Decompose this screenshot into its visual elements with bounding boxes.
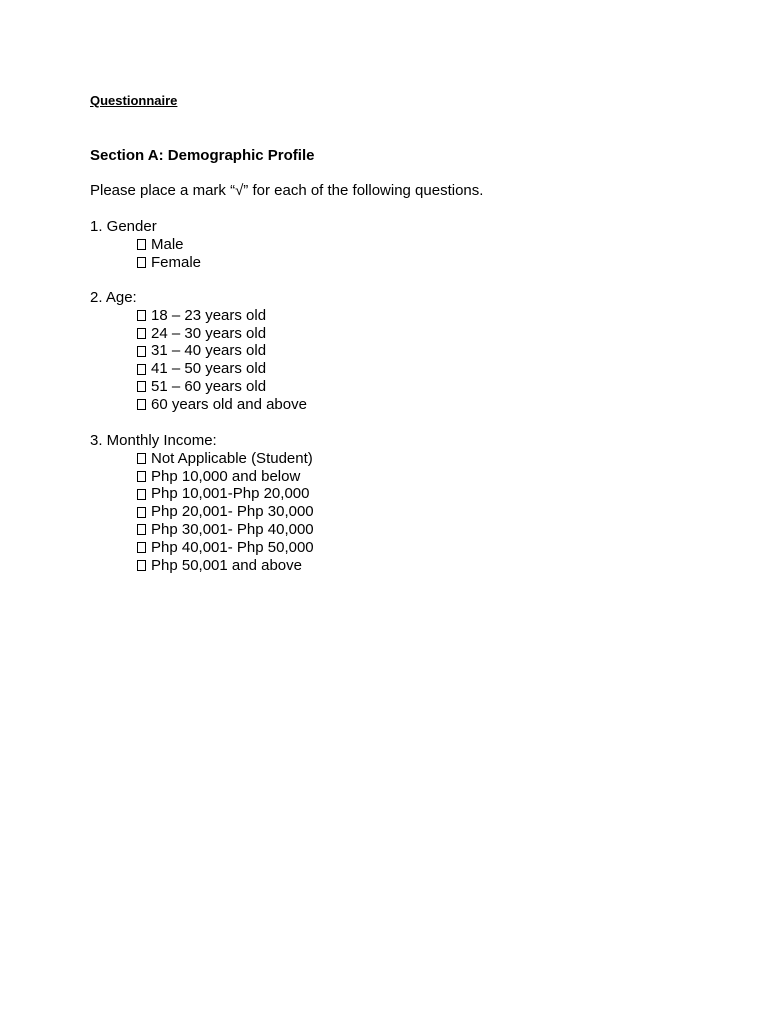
option-label: 60 years old and above — [151, 395, 307, 413]
checkbox-icon[interactable] — [137, 560, 146, 571]
checkbox-icon[interactable] — [137, 399, 146, 410]
checkbox-icon[interactable] — [137, 489, 146, 500]
option-label: 31 – 40 years old — [151, 342, 267, 360]
checkbox-icon[interactable] — [137, 542, 146, 553]
option-label: 24 – 30 years old — [151, 324, 267, 342]
checkbox-icon[interactable] — [137, 310, 146, 321]
section-heading: Section A: Demographic Profile — [90, 147, 315, 164]
option-item — [137, 236, 690, 254]
gender-options — [90, 236, 690, 272]
checkbox-icon[interactable] — [137, 507, 146, 518]
checkbox-icon[interactable] — [137, 524, 146, 535]
question-age — [90, 289, 690, 414]
option-item — [137, 557, 690, 575]
option-label: Php 40,001- Php 50,000 — [151, 538, 314, 556]
checkbox-icon[interactable] — [137, 239, 146, 250]
option-label: 51 – 60 years old — [151, 377, 267, 395]
option-label: Male — [151, 235, 184, 253]
option-item — [137, 521, 690, 539]
question-monthly-income — [90, 432, 690, 574]
option-item — [137, 396, 690, 414]
question-label: 2. Age: — [90, 289, 137, 306]
option-item — [137, 539, 690, 557]
option-label: Female — [151, 253, 202, 271]
checkbox-icon[interactable] — [137, 364, 146, 375]
option-item — [137, 485, 690, 503]
option-item — [137, 503, 690, 521]
option-item — [137, 450, 690, 468]
option-label: Php 20,001- Php 30,000 — [151, 503, 314, 521]
option-label: Php 10,000 and below — [151, 467, 301, 485]
document-title: Questionnaire — [90, 93, 178, 108]
option-label: Php 10,001-Php 20,000 — [151, 485, 310, 503]
question-label: 1. Gender — [90, 218, 157, 235]
option-label: Not Applicable (Student) — [151, 449, 313, 467]
checkbox-icon[interactable] — [137, 471, 146, 482]
checkbox-icon[interactable] — [137, 346, 146, 357]
option-item — [137, 325, 690, 343]
option-item — [137, 360, 690, 378]
question-label: 3. Monthly Income: — [90, 432, 217, 449]
option-label: Php 30,001- Php 40,000 — [151, 520, 314, 538]
checkbox-icon[interactable] — [137, 453, 146, 464]
option-label: 41 – 50 years old — [151, 360, 267, 378]
checkbox-icon[interactable] — [137, 257, 146, 268]
question-gender — [90, 218, 690, 271]
option-item — [137, 254, 690, 272]
age-options — [90, 307, 690, 414]
option-item — [137, 307, 690, 325]
option-item — [137, 378, 690, 396]
option-item — [137, 342, 690, 360]
option-item — [137, 468, 690, 486]
option-label: 18 – 23 years old — [151, 306, 267, 324]
income-options — [90, 450, 690, 575]
instruction-text: Please place a mark “√” for each of the following questions. — [90, 182, 484, 199]
checkbox-icon[interactable] — [137, 381, 146, 392]
checkbox-icon[interactable] — [137, 328, 146, 339]
option-label: Php 50,001 and above — [151, 556, 302, 574]
